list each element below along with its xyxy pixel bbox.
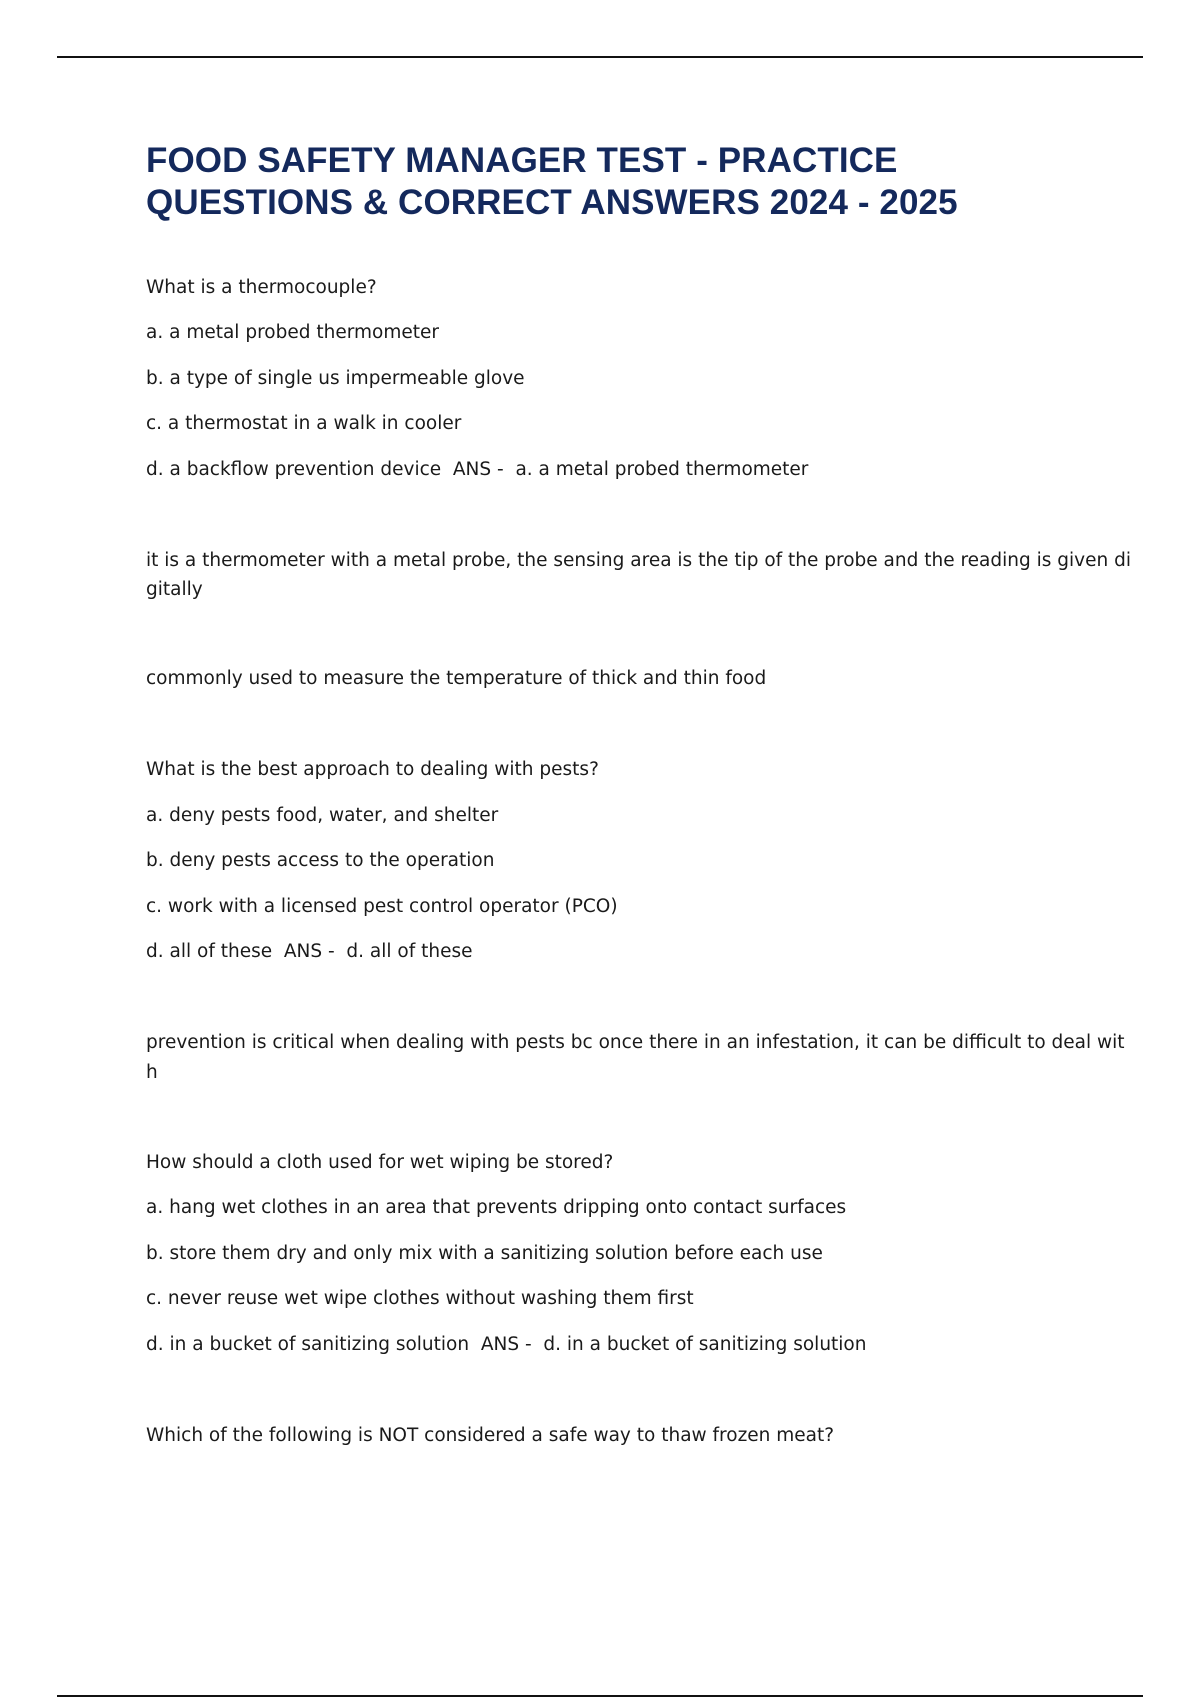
question-2: What is the best approach to dealing with pests? — [146, 759, 599, 780]
q2-option-b: b. deny pests access to the operation — [146, 850, 495, 871]
q1-explanation-2: commonly used to measure the temperature of thick and thin food — [146, 668, 767, 689]
title-line-1: FOOD SAFETY MANAGER TEST - PRACTICE — [146, 141, 898, 180]
bottom-rule — [57, 1695, 1143, 1697]
questions-body — [146, 0, 1131, 1700]
q3-option-c: c. never reuse wet wipe clothes without washing them first — [146, 1288, 694, 1309]
q3-option-d-answer: d. in a bucket of sanitizing solution ANS - d. in a bucket of sanitizing solution — [146, 1334, 867, 1355]
q2-option-a: a. deny pests food, water, and shelter — [146, 805, 499, 826]
question-3: How should a cloth used for wet wiping be stored? — [146, 1152, 614, 1173]
q1-option-d-answer: d. a backflow prevention device ANS - a. a metal probed thermometer — [146, 459, 809, 480]
q3-option-a: a. hang wet clothes in an area that prevents dripping onto contact surfaces — [146, 1197, 847, 1218]
q2-option-c: c. work with a licensed pest control operator (PCO) — [146, 896, 618, 917]
q2-option-d-answer: d. all of these ANS - d. all of these — [146, 941, 473, 962]
q1-option-c: c. a thermostat in a walk in cooler — [146, 413, 462, 434]
q1-explanation: it is a thermometer with a metal probe, the sensing area is the tip of the probe and the reading is given di — [146, 550, 1131, 571]
q1-explanation-cont: gitally — [146, 579, 203, 600]
q3-option-b: b. store them dry and only mix with a sanitizing solution before each use — [146, 1243, 823, 1264]
question-4: Which of the following is NOT considered a safe way to thaw frozen meat? — [146, 1425, 835, 1446]
q2-explanation: prevention is critical when dealing with pests bc once there in an infestation, it can be difficult to deal wit — [146, 1032, 1125, 1053]
q1-option-b: b. a type of single us impermeable glove — [146, 368, 525, 389]
q1-option-a: a. a metal probed thermometer — [146, 322, 439, 343]
title-line-2: QUESTIONS & CORRECT ANSWERS 2024 - 2025 — [146, 183, 958, 222]
question-1: What is a thermocouple? — [146, 277, 377, 298]
q2-explanation-cont: h — [146, 1062, 158, 1083]
